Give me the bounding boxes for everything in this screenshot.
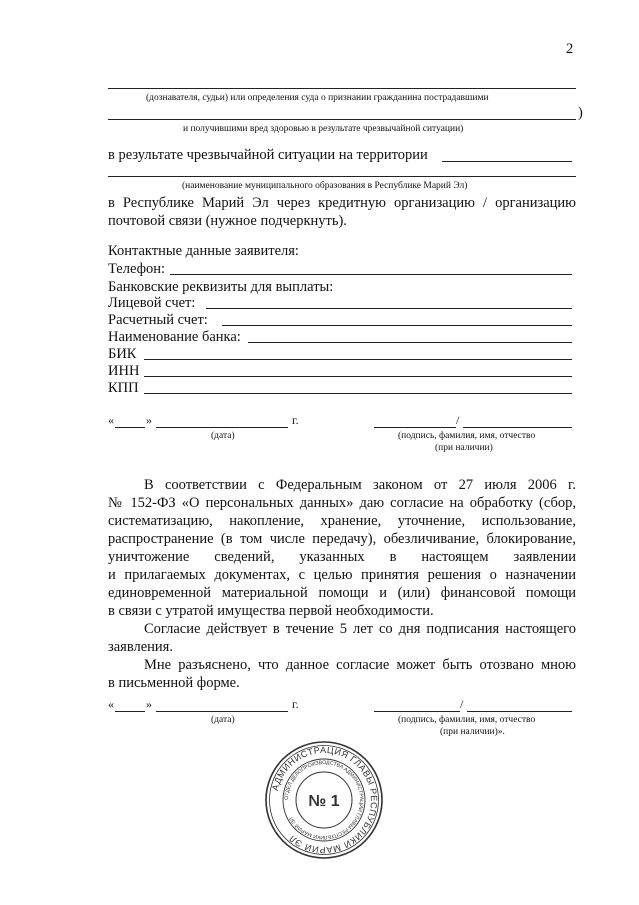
caption-municipality: (наименование муниципального образования в Республике Марий Эл): [182, 181, 468, 191]
phone-field[interactable]: [170, 274, 572, 275]
caption-investigator: (дознавателя, судьи) или определения суда о признании гражданина пострадавшими: [146, 93, 489, 103]
personal-account-field[interactable]: [206, 308, 572, 309]
kpp-field[interactable]: [144, 393, 572, 394]
fill-line: [108, 176, 576, 177]
consent-line: № 152-ФЗ «О персональных данных» даю согласие на обработку (сбор,: [108, 495, 576, 511]
signature-caption-note: (при наличии): [435, 443, 493, 453]
payment-method-line2: почтовой связи (нужное подчеркнуть).: [108, 213, 347, 229]
consent-last-line: в связи с утратой имущества первой необходимости.: [108, 603, 434, 619]
territory-text: в результате чрезвычайной ситуации на территории: [108, 147, 428, 163]
bik-field[interactable]: [144, 359, 572, 360]
consent-line: систематизацию, накопление, хранение, уточнение, использование,: [108, 513, 576, 529]
date-day-field[interactable]: [115, 711, 145, 712]
fill-line: [108, 88, 576, 89]
year-suffix: г.: [292, 697, 299, 711]
inn-label: ИНН: [108, 363, 140, 379]
personal-account-label: Лицевой счет:: [108, 295, 196, 311]
signature-caption: (подпись, фамилия, имя, отчество: [398, 715, 536, 725]
territory-fill-line: [442, 161, 572, 162]
signature-slash: /: [456, 413, 460, 427]
signature-field[interactable]: [374, 711, 460, 712]
fill-line: [108, 119, 576, 120]
date-close-quote: »: [146, 413, 152, 427]
date-month-year-field[interactable]: [156, 711, 288, 712]
caption-health-damage: и получившими вред здоровью в результате чрезвычайной ситуации): [183, 124, 464, 134]
signature-caption: (подпись, фамилия, имя, отчество: [398, 431, 536, 441]
consent-line: и прилагаемых документах, с целью принятия решения о назначении: [108, 567, 576, 583]
payment-method-line1: в Республике Марий Эл через кредитную организацию / организацию: [108, 195, 576, 211]
consent-line: уничтожение сведений, указанных в настоящем заявлении: [108, 549, 576, 565]
closing-bracket: ): [578, 105, 583, 121]
bank-name-label: Наименование банка:: [108, 329, 241, 345]
consent-line: единовременной материальной помощи и (или) финансовой помощи: [108, 585, 576, 601]
date-close-quote: »: [146, 697, 152, 711]
inn-field[interactable]: [144, 376, 572, 377]
bank-name-field[interactable]: [248, 342, 572, 343]
bik-label: БИК: [108, 346, 137, 362]
date-caption: (дата): [211, 715, 235, 725]
date-month-year-field[interactable]: [156, 427, 288, 428]
full-name-field[interactable]: [463, 427, 572, 428]
revoke-line2: в письменной форме.: [108, 675, 240, 691]
signature-field[interactable]: [374, 427, 456, 428]
date-day-field[interactable]: [115, 427, 145, 428]
signature-caption-note: (при наличии)».: [440, 727, 505, 737]
date-open-quote: «: [108, 697, 114, 711]
official-stamp: [262, 738, 386, 862]
date-open-quote: «: [108, 413, 114, 427]
validity-line1: Согласие действует в течение 5 лет со дня подписания настоящего: [144, 621, 576, 637]
year-suffix: г.: [292, 413, 299, 427]
settlement-account-field[interactable]: [222, 325, 572, 326]
signature-slash: /: [460, 697, 464, 711]
revoke-line1: Мне разъяснено, что данное согласие может быть отозвано мною: [144, 657, 576, 673]
full-name-field[interactable]: [467, 711, 572, 712]
bank-details-heading: Банковские реквизиты для выплаты:: [108, 279, 334, 295]
kpp-label: КПП: [108, 380, 139, 396]
settlement-account-label: Расчетный счет:: [108, 312, 208, 328]
consent-line: В соответствии с Федеральным законом от 27 июля 2006 г.: [144, 477, 576, 493]
contacts-heading: Контактные данные заявителя:: [108, 243, 299, 259]
consent-line: распространение (в том числе передачу), обезличивание, блокирование,: [108, 531, 576, 547]
date-caption: (дата): [211, 431, 235, 441]
stamp-number: № 1: [308, 793, 340, 810]
stamp-inner-text: ОТДЕЛ ДЕЛОПРОИЗВОДСТВА АДМИНИСТРАЦИИ ГЛАВЫ РЕСПУБЛИКИ МАРИЙ ЭЛ: [283, 759, 365, 841]
page-number: 2: [566, 41, 574, 57]
stamp-outer-text: АДМИНИСТРАЦИЯ ГЛАВЫ РЕСПУБЛИКИ МАРИЙ ЭЛ: [269, 744, 380, 856]
validity-line2: заявления.: [108, 639, 173, 655]
phone-label: Телефон:: [108, 261, 166, 277]
